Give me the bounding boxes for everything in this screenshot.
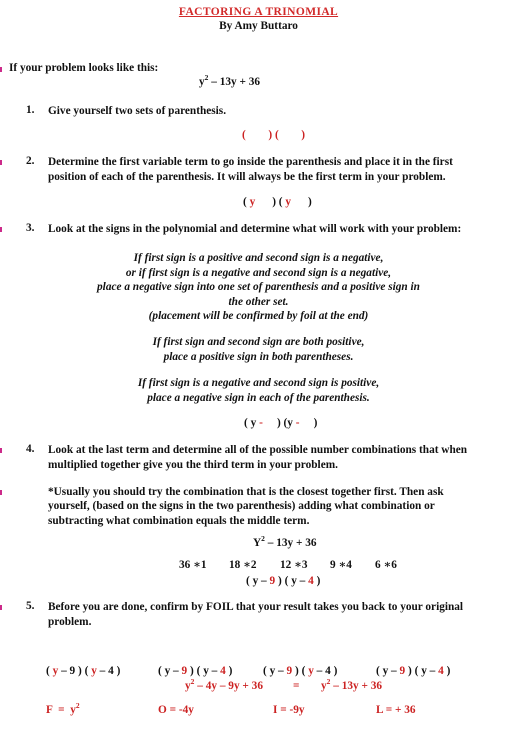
step-4-number: 4. — [26, 443, 35, 455]
step-5-line-1: Before you are done, confirm by FOIL that your result takes you back to your original — [48, 601, 464, 613]
step-1-parenthesis: ( ) ( ) — [242, 129, 306, 141]
sign-rule-3: If first sign is a negative and second sign is positive, place a negative sign in each of the parenthesis. — [137, 377, 380, 404]
step-4-note-2: yourself, (based on the signs in the two parenthesis) adding what combination or — [48, 500, 435, 512]
author-line: By Amy Buttaro — [219, 20, 298, 32]
final-expansion: $y^2 - 4y - 9y + 36$ — [185, 677, 263, 692]
margin-bullet — [0, 227, 2, 232]
margin-bullet — [0, 160, 2, 165]
step-2-parenthesis: ( y ) ( y ) — [243, 196, 312, 208]
intro-text: If your problem looks like this: — [9, 62, 159, 74]
combination-36-1: 36 ∗1 — [179, 559, 207, 571]
step-5-number: 5. — [26, 600, 35, 612]
step-4-line-1: Look at the last term and determine all of the possible number combinations that when — [48, 444, 468, 456]
foil-first: ( y – 9 ) ( y – 4 ) $F = y^2$ — [46, 665, 121, 716]
step-5-line-2: problem. — [48, 616, 92, 628]
foil-outer: ( y – 9 ) ( y – 4 ) O = -4y — [158, 665, 233, 716]
sign-rule-2: If first sign and second sign are both positive, place a positive sign in both parentheses. — [152, 336, 365, 363]
margin-bullet — [0, 448, 2, 453]
combination-6-6: 6 ∗6 — [375, 559, 397, 571]
step-2-line-1: Determine the first variable term to go inside the parenthesis and place it in the first — [48, 156, 453, 168]
final-result: $y^2 - 13y + 36$ — [321, 677, 383, 692]
step-3-number: 3. — [26, 222, 35, 234]
foil-inner: ( y – 9 ) ( y – 4 ) I = -9y — [263, 665, 338, 716]
intro-expression: $y^2 - 13y + 36$ — [199, 73, 261, 88]
step-3-result: ( y - ) (y - ) — [244, 417, 318, 429]
step-4-factored: ( y – 9 ) ( y – 4 ) — [246, 575, 321, 587]
step-4-note-3: subtracting what combination equals the middle term. — [48, 515, 310, 527]
sign-rule-1: If first sign is a positive and second sign is a negative, or if first sign is a negative and second sign is a negative, place a negative sign into one set of parenthesis and a positive sign in the other set. (placement will be confirmed by foil at the end) — [97, 252, 420, 322]
step-2-line-2: position of each of the parenthesis. It will always be the first term in your problem. — [48, 171, 446, 183]
step-1-number: 1. — [26, 104, 35, 116]
combination-12-3: 12 ∗3 — [280, 559, 308, 571]
combination-18-2: 18 ∗2 — [229, 559, 257, 571]
page-title: FACTORING A TRINOMIAL — [178, 6, 339, 18]
step-2-number: 2. — [26, 155, 35, 167]
step-1-text: Give yourself two sets of parenthesis. — [48, 105, 227, 117]
step-4-note-1: *Usually you should try the combination that is the closest together first. Then ask — [48, 486, 444, 498]
margin-bullet — [0, 605, 2, 610]
step-4-line-2: multiplied together give you the third term in your problem. — [48, 459, 338, 471]
step-3-text: Look at the signs in the polynomial and determine what will work with your problem: — [48, 223, 462, 235]
step-4-expression: $Y^2 - 13y + 36$ — [253, 534, 317, 549]
margin-bullet — [0, 490, 2, 495]
margin-bullet — [0, 67, 2, 72]
foil-last: ( y – 9 ) ( y – 4 ) L = + 36 — [376, 665, 451, 716]
final-equals: = — [293, 680, 300, 692]
combination-9-4: 9 ∗4 — [330, 559, 352, 571]
